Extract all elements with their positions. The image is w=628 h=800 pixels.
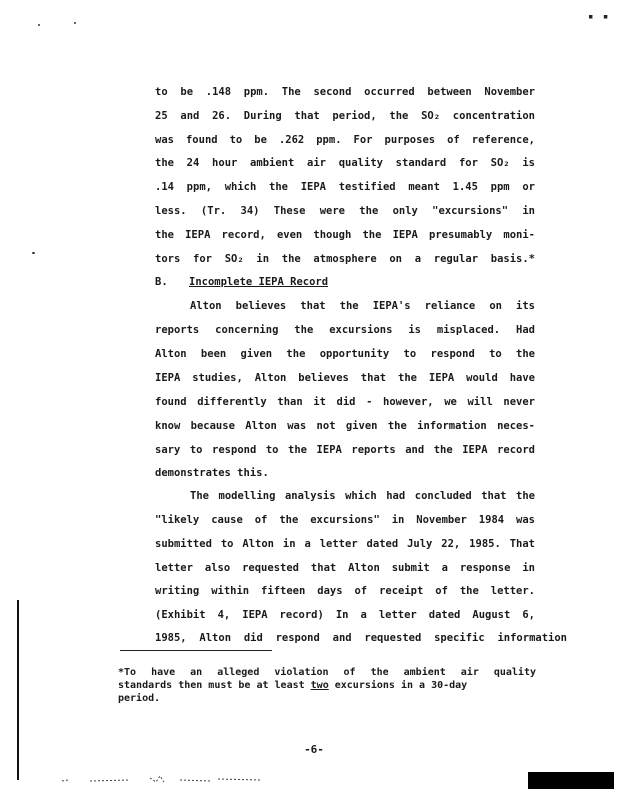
body-line: writing within fifteen days of receipt of the letter.	[155, 585, 535, 597]
footnote-text: standards then must be at least	[118, 680, 311, 691]
body-line: reports concerning the excursions is misplaced. Had	[155, 324, 535, 336]
body-line: Alton believes that the IEPA's reliance on its	[190, 300, 535, 312]
body-line: know because Alton was not given the information neces-	[155, 420, 535, 432]
page-number: -6-	[304, 743, 324, 756]
scan-edge-bar	[17, 600, 19, 780]
body-line: was found to be .262 ppm. For purposes of reference,	[155, 134, 535, 146]
body-line: the 24 hour ambient air quality standard for SO₂ is	[155, 157, 535, 169]
section-heading	[155, 276, 328, 288]
body-line: .14 ppm, which the IEPA testified meant 1.45 ppm or	[155, 181, 535, 193]
footnote-line: *To have an alleged violation of the ambient air quality	[118, 667, 536, 678]
body-line: "likely cause of the excursions" in November 1984 was	[155, 514, 535, 526]
redaction-block	[528, 772, 614, 789]
scan-speck	[32, 252, 35, 254]
body-line: letter also requested that Alton submit a response in	[155, 562, 535, 574]
body-line: less. (Tr. 34) These were the only "excursions" in	[155, 205, 535, 217]
body-line: to be .148 ppm. The second occurred between November	[155, 86, 535, 98]
scan-speck	[74, 22, 76, 24]
body-line: found differently than it did - however, we will never	[155, 396, 535, 408]
section-title: Incomplete IEPA Record	[189, 276, 329, 288]
scan-noise-marks	[60, 772, 270, 784]
body-line: 25 and 26. During that period, the SO₂ concentration	[155, 110, 535, 122]
corner-mark: ▪ ▪	[588, 12, 611, 22]
body-line: Alton been given the opportunity to respond to the	[155, 348, 535, 360]
body-line: The modelling analysis which had concluded that the	[190, 490, 535, 502]
body-line: IEPA studies, Alton believes that the IEPA would have	[155, 372, 535, 384]
footnote-line	[118, 680, 467, 691]
body-line: submitted to Alton in a letter dated July 22, 1985. That	[155, 538, 535, 550]
scan-speck	[38, 24, 40, 26]
footnote-emphasis: two	[310, 680, 329, 691]
footnote-text: excursions in a 30-day	[328, 680, 468, 691]
section-letter: B.	[155, 276, 168, 288]
body-line: demonstrates this.	[155, 467, 269, 479]
footnote-rule	[120, 650, 272, 651]
body-line: 1985, Alton did respond and requested specific information	[155, 632, 567, 644]
body-line: the IEPA record, even though the IEPA presumably moni-	[155, 229, 535, 241]
footnote-line: period.	[118, 693, 161, 704]
body-line: (Exhibit 4, IEPA record) In a letter dated August 6,	[155, 609, 535, 621]
body-line: tors for SO₂ in the atmosphere on a regular basis.*	[155, 253, 535, 265]
body-line: sary to respond to the IEPA reports and the IEPA record	[155, 444, 535, 456]
